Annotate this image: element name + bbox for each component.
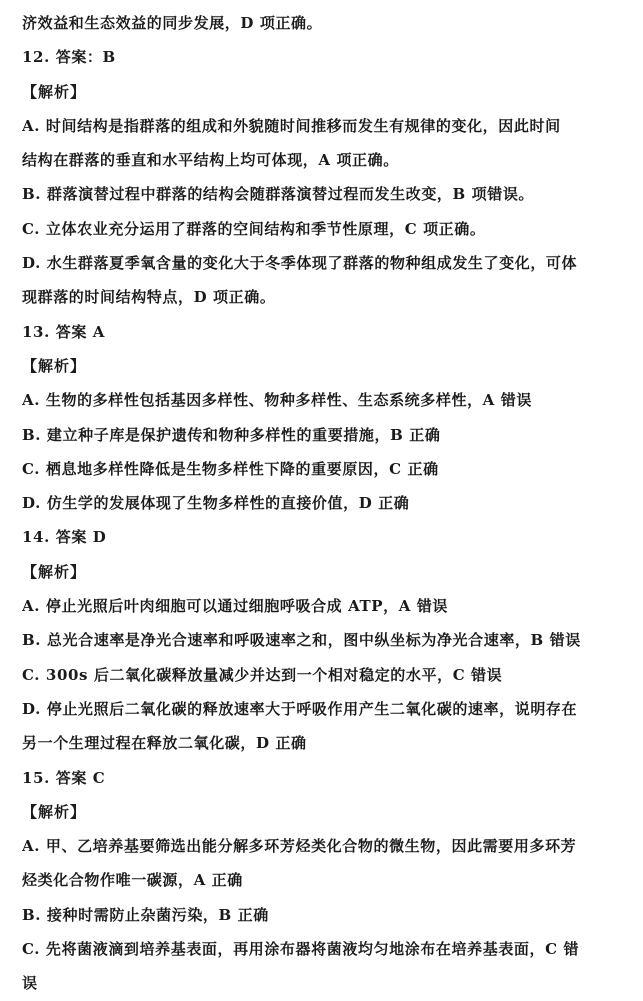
answer-heading-13: 13. 答案 A — [22, 322, 105, 341]
text-line: D. 水生群落夏季氧含量的变化大于冬季体现了群落的物种组成发生了变化，可体 — [22, 254, 578, 273]
text-line: 误 — [22, 974, 38, 993]
text-line: C. 立体农业充分运用了群落的空间结构和季节性原理，C 项正确。 — [22, 219, 486, 238]
text-line: 烃类化合物作唯一碳源，A 正确 — [22, 871, 243, 890]
text-line: 现群落的时间结构特点，D 项正确。 — [22, 288, 276, 307]
text-line: C. 先将菌液滴到培养基表面，再用涂布器将菌液均匀地涂布在培养基表面，C 错 — [22, 940, 580, 959]
text-line: B. 接种时需防止杂菌污染，B 正确 — [22, 905, 269, 924]
text-line: 结构在群落的垂直和水平结构上均可体现，A 项正确。 — [22, 151, 399, 170]
text-line: B. 总光合速率是净光合速率和呼吸速率之和，图中纵坐标为净光合速率，B 错误 — [22, 631, 581, 650]
text-line: C. 栖息地多样性降低是生物多样性下降的重要原因，C 正确 — [22, 459, 439, 478]
text-line: 济效益和生态效益的同步发展，D 项正确。 — [22, 14, 323, 32]
text-line: D. 仿生学的发展体现了生物多样性的直接价值，D 正确 — [22, 494, 410, 513]
text-line: A. 停止光照后叶肉细胞可以通过细胞呼吸合成 ATP，A 错误 — [22, 597, 449, 616]
text-line: D. 停止光照后二氧化碳的释放速率大于呼吸作用产生二氧化碳的速率，说明存在 — [22, 699, 578, 718]
answer-heading-15: 15. 答案 C — [22, 768, 106, 787]
text-line: B. 建立种子库是保护遗传和物种多样性的重要措施，B 正确 — [22, 425, 441, 444]
answer-heading-14: 14. 答案 D — [22, 528, 107, 547]
text-line: A. 时间结构是指群落的组成和外貌随时间推移而发生有规律的变化，因此时间 — [22, 116, 561, 135]
analysis-label: 【解析】 — [22, 562, 87, 581]
text-line: C. 300s 后二氧化碳释放量减少并达到一个相对稳定的水平，C 错误 — [22, 665, 503, 684]
analysis-label: 【解析】 — [22, 802, 87, 821]
text-line: A. 甲、乙培养基要筛选出能分解多环芳烃类化合物的微生物，因此需要用多环芳 — [22, 837, 577, 856]
text-line: 另一个生理过程在释放二氧化碳，D 正确 — [22, 734, 307, 753]
answer-heading-12: 12. 答案：B — [22, 48, 116, 67]
analysis-label: 【解析】 — [22, 356, 87, 375]
analysis-label: 【解析】 — [22, 82, 87, 101]
text-line: B. 群落演替过程中群落的结构会随群落演替过程而发生改变，B 项错误。 — [22, 185, 535, 204]
text-line: A. 生物的多样性包括基因多样性、物种多样性、生态系统多样性，A 错误 — [22, 391, 532, 410]
